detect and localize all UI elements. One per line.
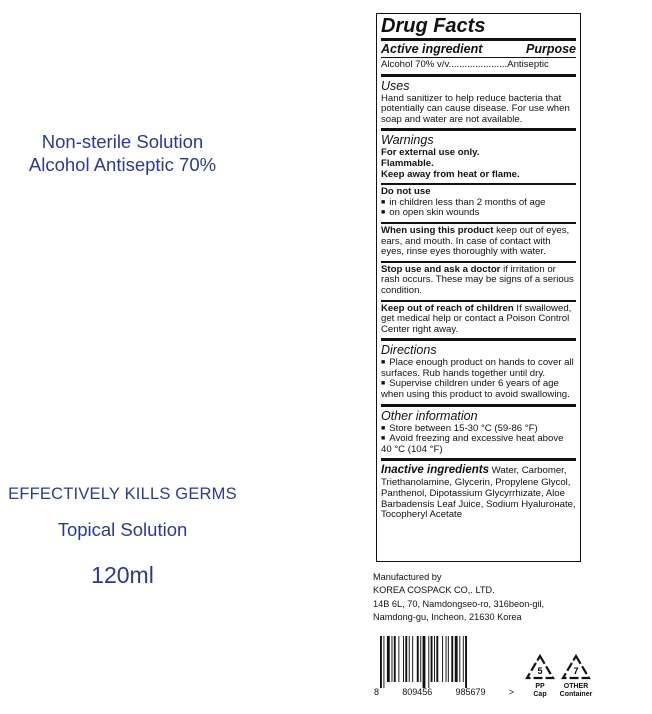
other-info-heading: Other information [381, 408, 478, 423]
keep-out-heading: Keep out of reach of children [381, 302, 514, 314]
svg-text:7: 7 [573, 666, 579, 676]
recycle-icon [561, 654, 591, 680]
active-ingredient-text: Alcohol 70% v/v......................Antiseptic [381, 59, 549, 70]
directions-item: ■ Supervise children under 6 years of age when using this product to avoid swallowing. [381, 379, 576, 400]
barcode-digit: > [508, 687, 514, 697]
uses-heading: Uses [381, 78, 410, 93]
manufacturer-name: KOREA COSPACK CO,. LTD. [373, 585, 495, 596]
recycle-label: Cap [533, 691, 547, 698]
warning-flammable: Flammable. [381, 157, 434, 169]
recycle-label: Container [559, 691, 593, 698]
barcode-digit: 8 [374, 687, 380, 697]
recycle-label: OTHER [563, 683, 589, 690]
directions-heading: Directions [381, 343, 437, 358]
product-subtitle: Alcohol Antiseptic 70% [28, 154, 217, 175]
recycle-label: PP [535, 683, 545, 690]
recycle-pp [522, 654, 558, 699]
other-info-item: ■ Avoid freezing and excessive heat above 40 °C (104 °F) [381, 434, 576, 455]
other-info-item: ■ Store between 15-30 °C (59-86 °F) [381, 424, 576, 435]
when-using-heading: When using this product [381, 224, 494, 236]
warning-external: For external use only. [381, 147, 480, 159]
product-title: Non-sterile Solution [41, 131, 204, 152]
directions-item: ■ Place enough product on hands to cover all surfaces. Rub hands together until dry. [381, 358, 576, 379]
when-using-text: keep out of eyes, ears, and mouth. In case of contact with eyes, rinse eyes thoroughly with water. [381, 224, 570, 258]
volume-text: 120ml [91, 562, 154, 588]
do-not-use-item: ■ on open skin wounds [381, 208, 576, 219]
inactive-ingredients-heading: Inactive ingredients [381, 464, 490, 477]
uses-text: Hand sanitizer to help reduce bacteria that potentially can cause disease. For use when soap and water are not available. [381, 92, 570, 125]
stop-use-heading: Stop use and ask a doctor [381, 263, 501, 275]
drug-facts-title: Drug Facts [381, 15, 486, 37]
barcode-digit: 809456 [402, 687, 433, 697]
purpose-heading: Purpose [525, 42, 576, 56]
claim-text: EFFECTIVELY KILLS GERMS [8, 485, 237, 503]
stop-use-text: if irritation or rash occurs. These may be signs of a serious condition. [381, 263, 574, 296]
recycle-other [556, 654, 596, 699]
manufacturer-address: 14B 6L, 70, Namdongseo-ro, 316beon-gil, [373, 598, 545, 609]
do-not-use-heading: Do not use [381, 186, 431, 198]
form-text: Topical Solution [57, 519, 188, 540]
manufacturer-address: Namdong-gu, Incheon, 21630 Korea [373, 611, 522, 622]
warnings-heading: Warnings [381, 133, 434, 148]
barcode-icon [376, 636, 510, 688]
recycle-icon [525, 654, 555, 680]
manufacturer-line: Manufactured by [373, 572, 442, 582]
svg-text:5: 5 [537, 666, 543, 676]
do-not-use-item: ■ in children less than 2 months of age [381, 198, 576, 209]
warning-heat: Keep away from heat or flame. [381, 168, 520, 180]
keep-out-text: If swallowed, get medical help or contact a Poison Control Center right away. [381, 302, 572, 335]
active-ingredient-heading: Active ingredient [381, 42, 483, 56]
manufacturer-block [373, 571, 544, 624]
drug-facts-panel [376, 13, 581, 562]
barcode-digit: 985679 [455, 687, 486, 697]
barcode-digits [374, 687, 514, 697]
inactive-ingredients-text: Water, Carbomer, Triethanolamine, Glycerin, Propylene Glycol, Panthenol, Dipotassium Glycyrrhizate, Aloe Barbadensis Leaf Juice, Sodium Hyalurонate, Tocopheryl Acetate [381, 465, 576, 521]
